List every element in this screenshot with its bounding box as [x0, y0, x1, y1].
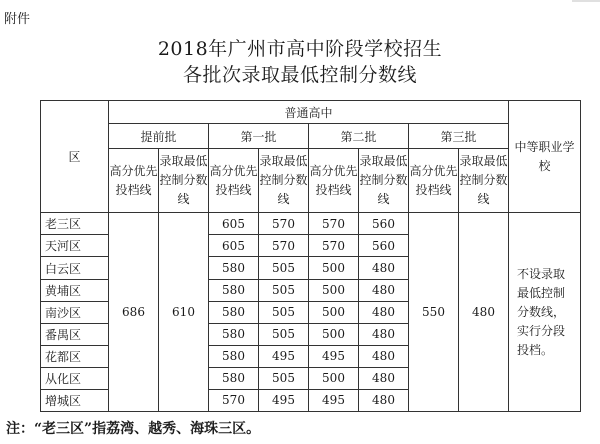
score-table	[40, 100, 581, 412]
cell-district: 番禺区	[41, 323, 109, 345]
cell-batch1-min: 505	[259, 301, 309, 323]
cell-district: 老三区	[41, 213, 109, 235]
cell-batch2-min: 480	[359, 345, 409, 367]
header-advance-min: 录取最低控制分数线	[159, 149, 209, 213]
cell-batch2-priority: 500	[309, 257, 359, 279]
header-batch1-min: 录取最低控制分数线	[259, 149, 309, 213]
cell-vocational-note: 不设录取最低控制分数线，实行分段投档。	[509, 213, 581, 412]
cell-batch1-min: 505	[259, 367, 309, 389]
header-advance-priority: 高分优先投档线	[109, 149, 159, 213]
cell-batch2-min: 480	[359, 389, 409, 411]
attachment-label: 附件	[4, 12, 31, 27]
header-batch2-priority: 高分优先投档线	[309, 149, 359, 213]
header-batch3: 第三批	[409, 124, 509, 149]
cell-batch1-priority: 580	[209, 279, 259, 301]
cell-batch1-priority: 580	[209, 345, 259, 367]
page-title: 2018年广州市高中阶段学校招生	[157, 38, 443, 60]
cell-batch1-priority: 580	[209, 323, 259, 345]
cell-batch1-priority: 605	[209, 235, 259, 257]
cell-batch1-priority: 580	[209, 257, 259, 279]
footnote: 注：“老三区”指荔湾、越秀、海珠三区。	[6, 421, 261, 437]
header-batch2-min: 录取最低控制分数线	[359, 149, 409, 213]
header-vocational: 中等职业学校	[509, 101, 581, 213]
cell-batch2-min: 560	[359, 213, 409, 235]
table-row	[41, 213, 581, 235]
cell-batch1-min: 505	[259, 279, 309, 301]
cell-district: 南沙区	[41, 301, 109, 323]
cell-batch1-priority: 570	[209, 389, 259, 411]
header-batch2: 第二批	[309, 124, 409, 149]
cell-batch2-priority: 495	[309, 389, 359, 411]
cell-district: 花都区	[41, 345, 109, 367]
cell-batch1-priority: 580	[209, 367, 259, 389]
header-batch1: 第一批	[209, 124, 309, 149]
header-general-high-school: 普通高中	[109, 101, 509, 124]
cell-batch1-min: 495	[259, 389, 309, 411]
cell-district: 黄埔区	[41, 279, 109, 301]
cell-batch2-min: 480	[359, 301, 409, 323]
cell-batch1-min: 495	[259, 345, 309, 367]
cell-district: 白云区	[41, 257, 109, 279]
cell-batch2-priority: 495	[309, 345, 359, 367]
cell-batch2-priority: 500	[309, 279, 359, 301]
header-batch3-min: 录取最低控制分数线	[459, 149, 509, 213]
cell-batch1-min: 570	[259, 213, 309, 235]
cell-batch1-min: 570	[259, 235, 309, 257]
cell-batch2-min: 480	[359, 323, 409, 345]
cell-batch1-priority: 580	[209, 301, 259, 323]
cell-batch3-priority: 550	[409, 213, 459, 412]
header-district: 区	[41, 101, 109, 213]
cell-district: 从化区	[41, 367, 109, 389]
cell-batch1-min: 505	[259, 323, 309, 345]
cell-batch3-min: 480	[459, 213, 509, 412]
cell-district: 增城区	[41, 389, 109, 411]
cell-batch1-priority: 605	[209, 213, 259, 235]
cell-batch1-min: 505	[259, 257, 309, 279]
cell-advance-priority: 686	[109, 213, 159, 412]
cell-batch2-priority: 500	[309, 301, 359, 323]
cell-batch2-priority: 500	[309, 367, 359, 389]
header-advance-batch: 提前批	[109, 124, 209, 149]
cell-batch2-min: 560	[359, 235, 409, 257]
cell-district: 天河区	[41, 235, 109, 257]
cell-batch2-priority: 570	[309, 235, 359, 257]
cell-batch2-min: 480	[359, 257, 409, 279]
cell-batch2-min: 480	[359, 279, 409, 301]
header-batch3-priority: 高分优先投档线	[409, 149, 459, 213]
corner-mark	[572, 0, 600, 2]
cell-batch2-priority: 500	[309, 323, 359, 345]
header-batch1-priority: 高分优先投档线	[209, 149, 259, 213]
cell-advance-min: 610	[159, 213, 209, 412]
cell-batch2-priority: 570	[309, 213, 359, 235]
page-subtitle: 各批次录取最低控制分数线	[182, 64, 417, 86]
cell-batch2-min: 480	[359, 367, 409, 389]
